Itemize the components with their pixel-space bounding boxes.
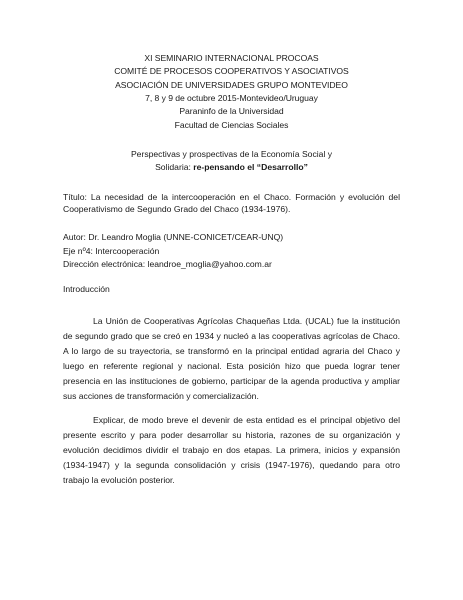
header-line-6: Facultad de Ciencias Sociales — [174, 119, 289, 130]
axis-line: Eje nº4: Intercooperación — [63, 245, 160, 256]
body-paragraph-1: La Unión de Cooperativas Agrícolas Chaqueñas Ltda. (UCAL) fue la institución de segundo grado que se creó en 1934 y nucleó a las cooperativas agrícolas de Chaco. A lo largo de su trayectoria, se transformó en la principal entidad agraria del Chaco y luego en referente regional y nacional. Esta posición hizo que pueda lograr tener presencia en las instituciones de gobierno, participar de la agenda productiva y ampliar sus acciones de transformación y comercialización. — [63, 315, 400, 401]
header-line-1: XI SEMINARIO INTERNACIONAL PROCOAS — [144, 53, 319, 63]
header-line-2: COMITÉ DE PROCESOS COOPERATIVOS Y ASOCIATIVOS — [114, 66, 349, 77]
theme-line-2-bold: re-pensando el “Desarrollo” — [193, 162, 308, 173]
header-line-3: ASOCIACIÓN DE UNIVERSIDADES GRUPO MONTEVIDEO — [115, 79, 348, 90]
theme-line-1: Perspectivas y prospectivas de la Economía Social y — [130, 148, 333, 159]
header-line-4: 7, 8 y 9 de octubre 2015-Montevideo/Uruguay — [145, 92, 318, 103]
author-info — [63, 231, 400, 271]
theme-line-2-prefix: Solidaria: — [155, 162, 194, 173]
seminar-header — [63, 52, 400, 132]
header-line-5: Paraninfo de la Universidad — [179, 106, 284, 117]
theme-line-2 — [63, 161, 400, 174]
section-heading: Introducción — [63, 284, 110, 295]
paper-title: Título: La necesidad de la intercooperación en el Chaco. Formación y evolución del Cooperativismo de Segundo Grado del Chaco (1934-1976). — [63, 191, 400, 214]
email-line: Dirección electrónica: leandroe_moglia@yahoo.com.ar — [63, 259, 272, 270]
seminar-theme — [63, 148, 400, 175]
body-paragraph-2: Explicar, de modo breve el devenir de esta entidad es el principal objetivo del presente escrito y para poder desarrollar su historia, razones de su organización y evolución decidimos dividir el trabajo en dos etapas. La primera, inicios y expansión (1934-1947) y la segunda consolidación y crisis (1947-1976), quedando para otro trabajo la evolución posterior. — [63, 414, 400, 485]
author-line: Autor: Dr. Leandro Moglia (UNNE-CONICET/CEAR-UNQ) — [63, 232, 284, 243]
